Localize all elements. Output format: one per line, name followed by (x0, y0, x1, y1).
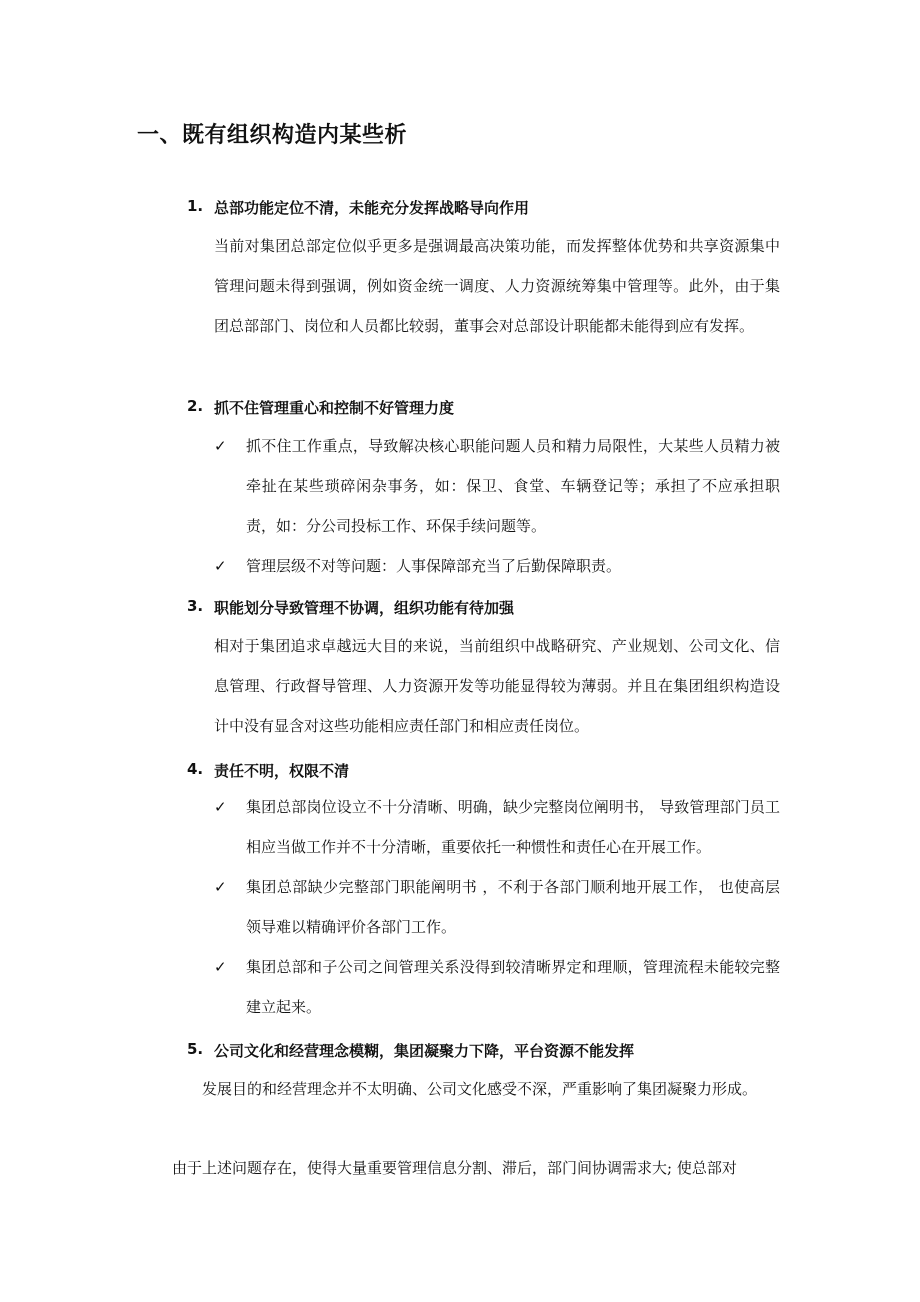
closing-paragraph: 由于上述问题存在，使得大量重要管理信息分割、滞后，部门间协调需求大; 使总部对 (172, 1159, 737, 1177)
check-icon: ✓ (214, 557, 227, 575)
section-2-bullet-2: 管理层级不对等问题：人事保障部充当了后勤保障职责。 (246, 557, 622, 575)
section-5-paragraph: 发展目的和经营理念并不太明确、公司文化感受不深，严重影响了集团凝聚力形成。 (202, 1080, 758, 1098)
page-title: 一、既有组织构造内某些析 (137, 123, 408, 148)
section-1-paragraph: 当前对集团总部定位似乎更多是强调最高决策功能，而发挥整体优势和共享资源集中管理问题未得到强调，例如资金统一调度、人力资源统筹集中管理等。此外，由于集团总部部门、岗位和人员都比较弱，董事会对总部设计职能都未能得到应有发挥。 (214, 237, 780, 335)
section-5-title: 公司文化和经营理念模糊，集团凝聚力下降，平台资源不能发挥 (214, 1042, 635, 1060)
section-1-title: 总部功能定位不清，未能充分发挥战略导向作用 (214, 199, 530, 217)
section-3-paragraph: 相对于集团追求卓越远大目的来说，当前组织中战略研究、产业规划、公司文化、信息管理、行政督导管理、人力资源开发等功能显得较为薄弱。并且在集团组织构造设计中没有显含对这些功能相应责任部门和相应责任岗位。 (214, 637, 780, 735)
check-icon: ✓ (214, 878, 227, 896)
section-4-bullet-1: 集团总部岗位设立不十分清晰、明确，缺少完整岗位阐明书， 导致管理部门员工相应当做工作并不十分清晰，重要依托一种惯性和责任心在开展工作。 (246, 798, 780, 856)
section-3-number: 3. (187, 597, 204, 615)
section-4-title: 责任不明，权限不清 (214, 762, 350, 780)
section-4-bullet-2: 集团总部缺少完整部门职能阐明书 ，不利于各部门顺利地开展工作， 也使高层领导难以精确评价各部门工作。 (246, 878, 780, 936)
section-4-number: 4. (187, 760, 204, 778)
section-4-bullet-3: 集团总部和子公司之间管理关系没得到较清晰界定和理顺，管理流程未能较完整建立起来。 (246, 958, 780, 1016)
section-5-number: 5. (187, 1040, 204, 1058)
check-icon: ✓ (214, 958, 227, 976)
check-icon: ✓ (214, 437, 227, 455)
section-2-title: 抓不住管理重心和控制不好管理力度 (214, 399, 455, 417)
section-2-number: 2. (187, 397, 204, 415)
section-1-number: 1. (187, 197, 204, 215)
check-icon: ✓ (214, 798, 227, 816)
section-3-title: 职能划分导致管理不协调，组织功能有待加强 (214, 599, 515, 617)
section-2-bullet-1: 抓不住工作重点，导致解决核心职能问题人员和精力局限性，大某些人员精力被牵扯在某些琐碎闲杂事务，如：保卫、食堂、车辆登记等；承担了不应承担职责，如：分公司投标工作、环保手续问题等。 (246, 437, 780, 535)
